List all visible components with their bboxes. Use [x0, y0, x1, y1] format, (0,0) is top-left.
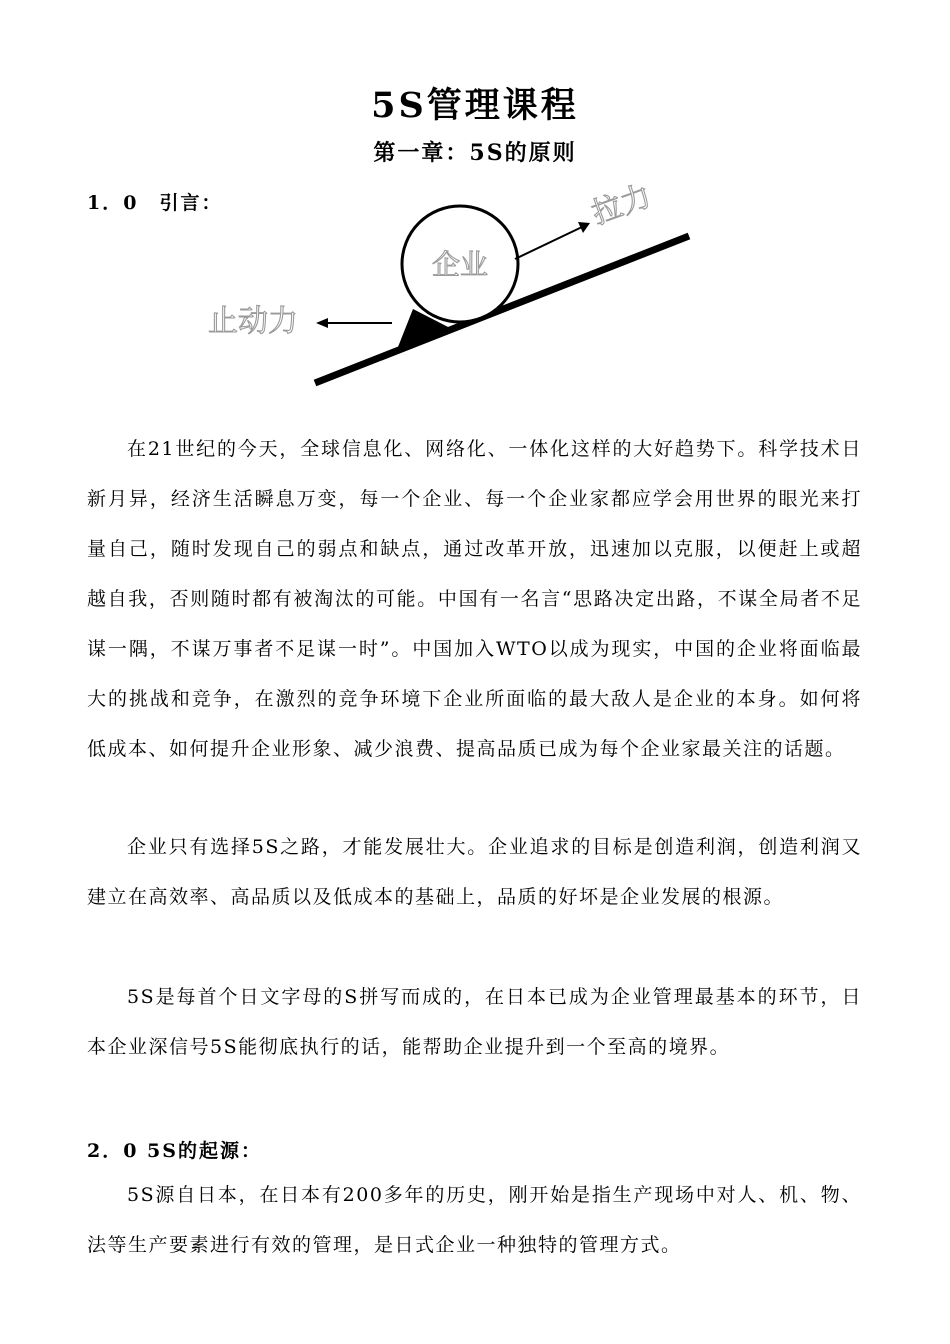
section-heading-origin: 2．0 5S的起源：: [87, 1140, 262, 1162]
paragraph-intro-1: 在21世纪的今天，全球信息化、网络化、一体化这样的大好趋势下。科学技术日新月异，经济生活瞬息万变，每一个企业、每一个企业家都应学会用世界的眼光来打量自己，随时发现自己的弱点和缺点，通过改革开放，迅速加以克服，以便赶上或超越自我，否则随时都有被淘汰的可能。中国有一名言“思路决定出路，不谋全局者不足谋一隅，不谋万事者不足谋一时”。中国加入WTO以成为现实，中国的企业将面临最大的挑战和竞争，在激烈的竞争环境下企业所面临的最大敌人是企业的本身。如何将低成本、如何提升企业形象、减少浪费、提高品质已成为每个企业家最关注的话题。: [87, 438, 862, 760]
chapter-title: 第一章：5S的原则: [373, 140, 577, 166]
document-title: 5S管理课程: [371, 85, 579, 126]
pull-label: 拉力: [587, 178, 656, 232]
pull-arrow: [515, 227, 582, 259]
paragraph-intro-2: 企业只有选择5S之路，才能发展壮大。企业追求的目标是创造利润，创造利润又建立在高效率、高品质以及低成本的基础上，品质的好坏是企业发展的根源。: [87, 836, 862, 908]
paragraph-origin-1: 5S源自日本，在日本有200多年的历史，刚开始是指生产现场中对人、机、物、法等生产要素进行有效的管理，是日式企业一种独特的管理方式。: [87, 1184, 862, 1256]
stop-arrowhead: [316, 318, 328, 328]
slope-diagram: [0, 0, 950, 420]
stop-label: 止动力: [208, 304, 298, 339]
section-heading-intro: 1．0 引言：: [87, 192, 223, 214]
paragraph-intro-3: 5S是每首个日文字母的S拼写而成的，在日本已成为企业管理最基本的环节，日本企业深信号5S能彻底执行的话，能帮助企业提升到一个至高的境界。: [87, 986, 862, 1058]
ball-label: 企业: [431, 248, 489, 281]
